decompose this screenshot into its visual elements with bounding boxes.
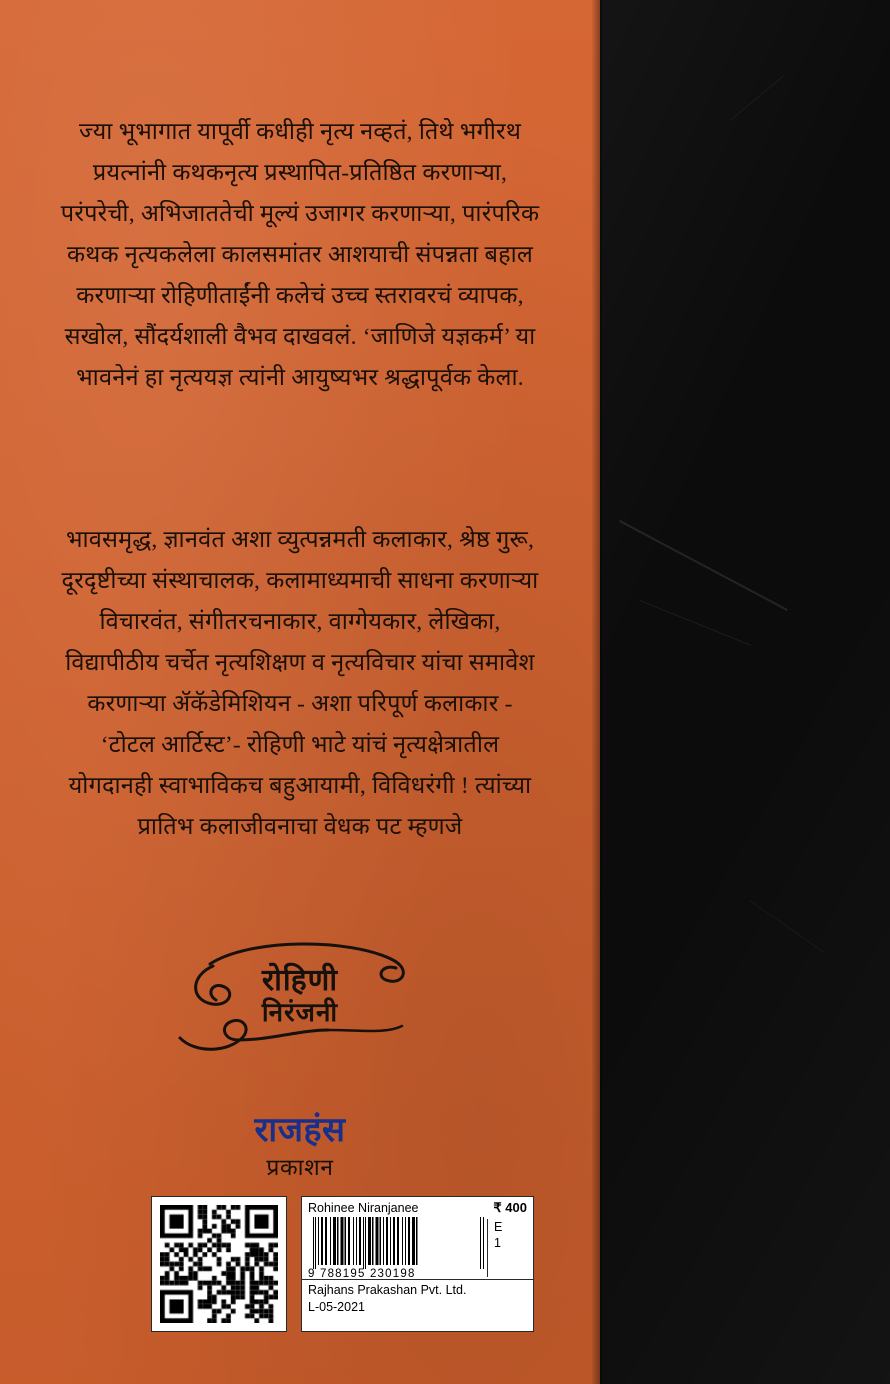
blurb-text: भावसमृद्ध, ज्ञानवंत अशा व्युत्पन्नमती कलाकार, श्रेष्ठ गुरू, दूरदृष्टीच्या संस्थाचालक, कलामाध्यमाची साधना करणाऱ्या विचारवंत, संगीतरचनाकार, वाग्गेयकार, लेखिका, विद्यापीठीय चर्चेत नृत्यशिक्षण व नृत्यविचार यांचा समावेश करणाऱ्या ॲकॅडेमिशियन - अशा परिपूर्ण कलाकार - ‘टोटल आर्टिस्ट’- रोहिणी भाटे यांचं नृत्यक्षेत्रातील योगदानही स्वाभाविकच बहुआयामी, विविधरंगी ! त्यांच्या प्रातिभ कलाजीवनाचा वेधक पट म्हणजे — [61, 527, 539, 840]
blurb-paragraph-2 — [60, 520, 540, 848]
barcode-block — [301, 1196, 534, 1332]
publisher-logo — [255, 1110, 346, 1184]
isbn-digits: 9 788195 230198 — [308, 1268, 416, 1280]
edition-code — [487, 1219, 527, 1277]
qr-code[interactable] — [151, 1196, 287, 1332]
qr-code-image — [160, 1205, 278, 1323]
publisher-legal-name: Rajhans Prakashan Pvt. Ltd. — [302, 1279, 533, 1299]
scratch-mark — [640, 600, 752, 646]
catalogue-code: L-05-2021 — [308, 1300, 365, 1314]
publisher-subtitle: प्रकाशन — [266, 1155, 334, 1180]
cover-fold-edge — [592, 0, 602, 1384]
edition-code-line-1: E — [494, 1220, 503, 1234]
blurb-text: ज्या भूभागात यापूर्वी कधीही नृत्य नव्हतं, तिथे भगीरथ प्रयत्नांनी कथकनृत्य प्रस्थापित-प्रतिष्ठित करणाऱ्या, परंपरेची, अभिजाततेची मूल्यं उजागर करणाऱ्या, पारंपरिक कथक नृत्यकलेला कालसमांतर आशयाची संपन्नता बहाल करणाऱ्या रोहिणीताईंनी कलेचं उच्च स्तरावरचं व्यापक, सखोल, सौंदर्यशाली वैभव दाखवलं. ‘जाणिजे यज्ञकर्म’ या भावनेनं हा नृत्ययज्ञ त्यांनी आयुष्यभर श्रद्धापूर्वक केला. — [60, 119, 540, 391]
scratch-mark — [749, 900, 823, 952]
barcode-middle — [308, 1217, 527, 1279]
signature-line-2: निरंजनी — [261, 998, 339, 1027]
signature-line-1: रोहिणी — [261, 964, 339, 997]
title-signature-logo — [150, 930, 450, 1060]
blurb-paragraph-1 — [60, 112, 540, 399]
book-author: Rohinee Niranjanee — [308, 1201, 419, 1215]
publisher-name: राजहंस — [254, 1112, 346, 1149]
edition-code-line-2: 1 — [494, 1236, 501, 1250]
scratch-mark — [730, 75, 784, 121]
barcode-header — [302, 1197, 533, 1216]
spine-black-panel — [600, 0, 890, 1384]
book-price: ₹ 400 — [493, 1200, 527, 1215]
scratch-mark — [619, 520, 787, 611]
barcode-bars — [308, 1217, 486, 1269]
